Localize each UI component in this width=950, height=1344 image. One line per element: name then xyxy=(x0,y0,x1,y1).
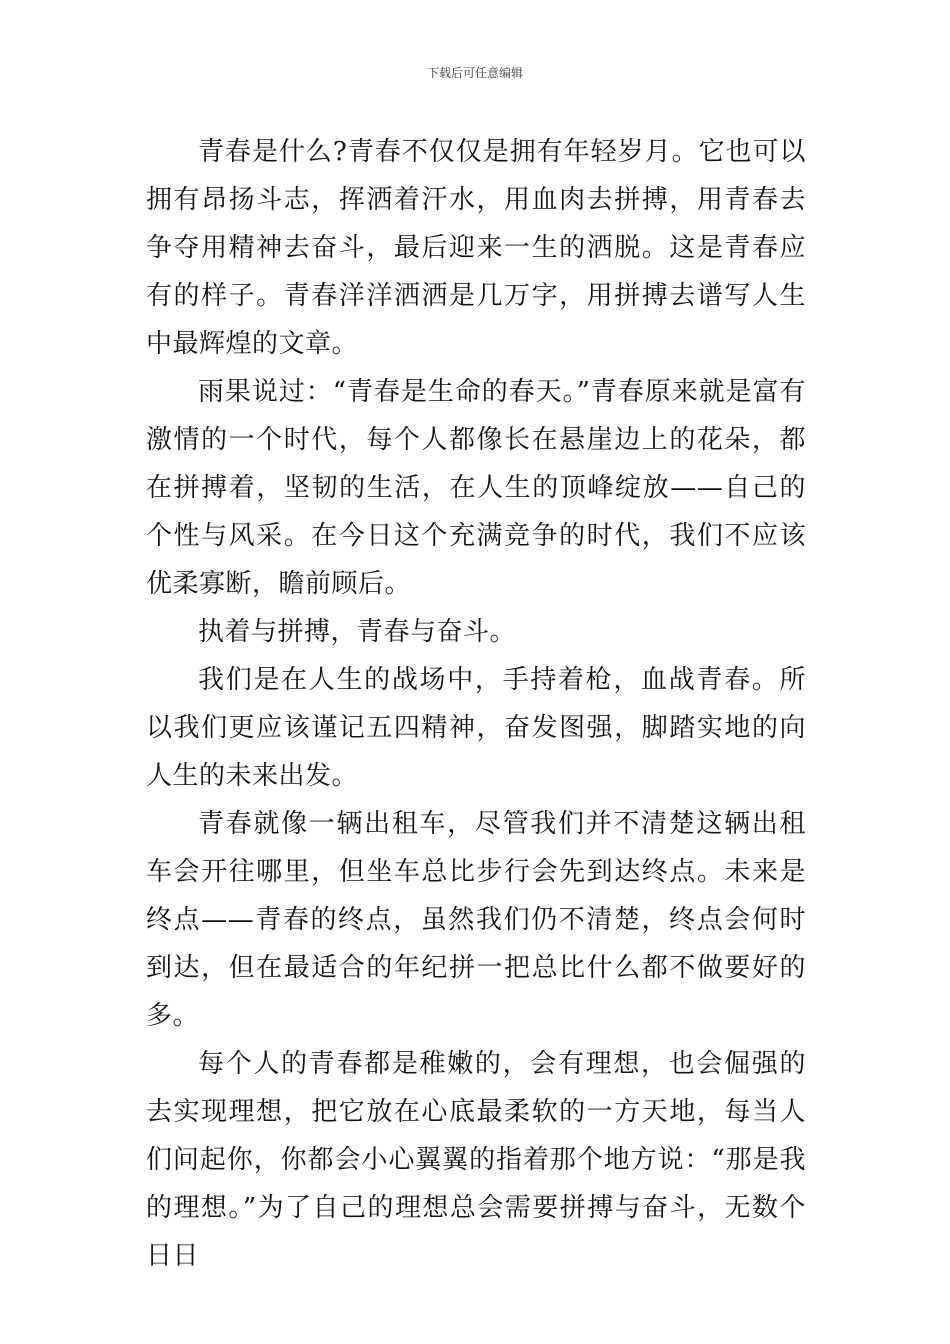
paragraph-5: 青春就像一辆出租车，尽管我们并不清楚这辆出租车会开往哪里，但坐车总比步行会先到达终点。未来是终点——青春的终点，虽然我们仍不清楚，终点会何时到达，但在最适合的年纪拼一把总比什么都不做要好的多。 xyxy=(146,809,806,1031)
document-body xyxy=(146,128,806,1280)
paragraph-4: 我们是在人生的战场中，手持着枪，血战青春。所以我们更应该谨记五四精神，奋发图强，脚踏实地的向人生的未来出发。 xyxy=(146,665,806,791)
paragraph-2: 雨果说过：“青春是生命的春天。”青春原来就是富有激情的一个时代，每个人都像长在悬崖边上的花朵，都在拼搏着，坚韧的生活，在人生的顶峰绽放——自己的个性与风采。在今日这个充满竞争的时代，我们不应该优柔寡断，瞻前顾后。 xyxy=(146,377,806,599)
paragraph-6: 每个人的青春都是稚嫩的，会有理想，也会倔强的去实现理想，把它放在心底最柔软的一方天地，每当人们问起你，你都会小心翼翼的指着那个地方说：“那是我的理想。”为了自己的理想总会需要拼搏与奋斗，无数个日日 xyxy=(146,1049,806,1271)
paragraph-3: 执着与拼搏，青春与奋斗。 xyxy=(198,617,517,647)
paragraph-1: 青春是什么?青春不仅仅是拥有年轻岁月。它也可以拥有昂扬斗志，挥洒着汗水，用血肉去拼搏，用青春去争夺用精神去奋斗，最后迎来一生的洒脱。这是青春应有的样子。青春洋洋洒洒是几万字，用拼搏去谱写人生中最辉煌的文章。 xyxy=(146,137,806,359)
page-header: 下载后可任意编辑 xyxy=(426,66,523,80)
